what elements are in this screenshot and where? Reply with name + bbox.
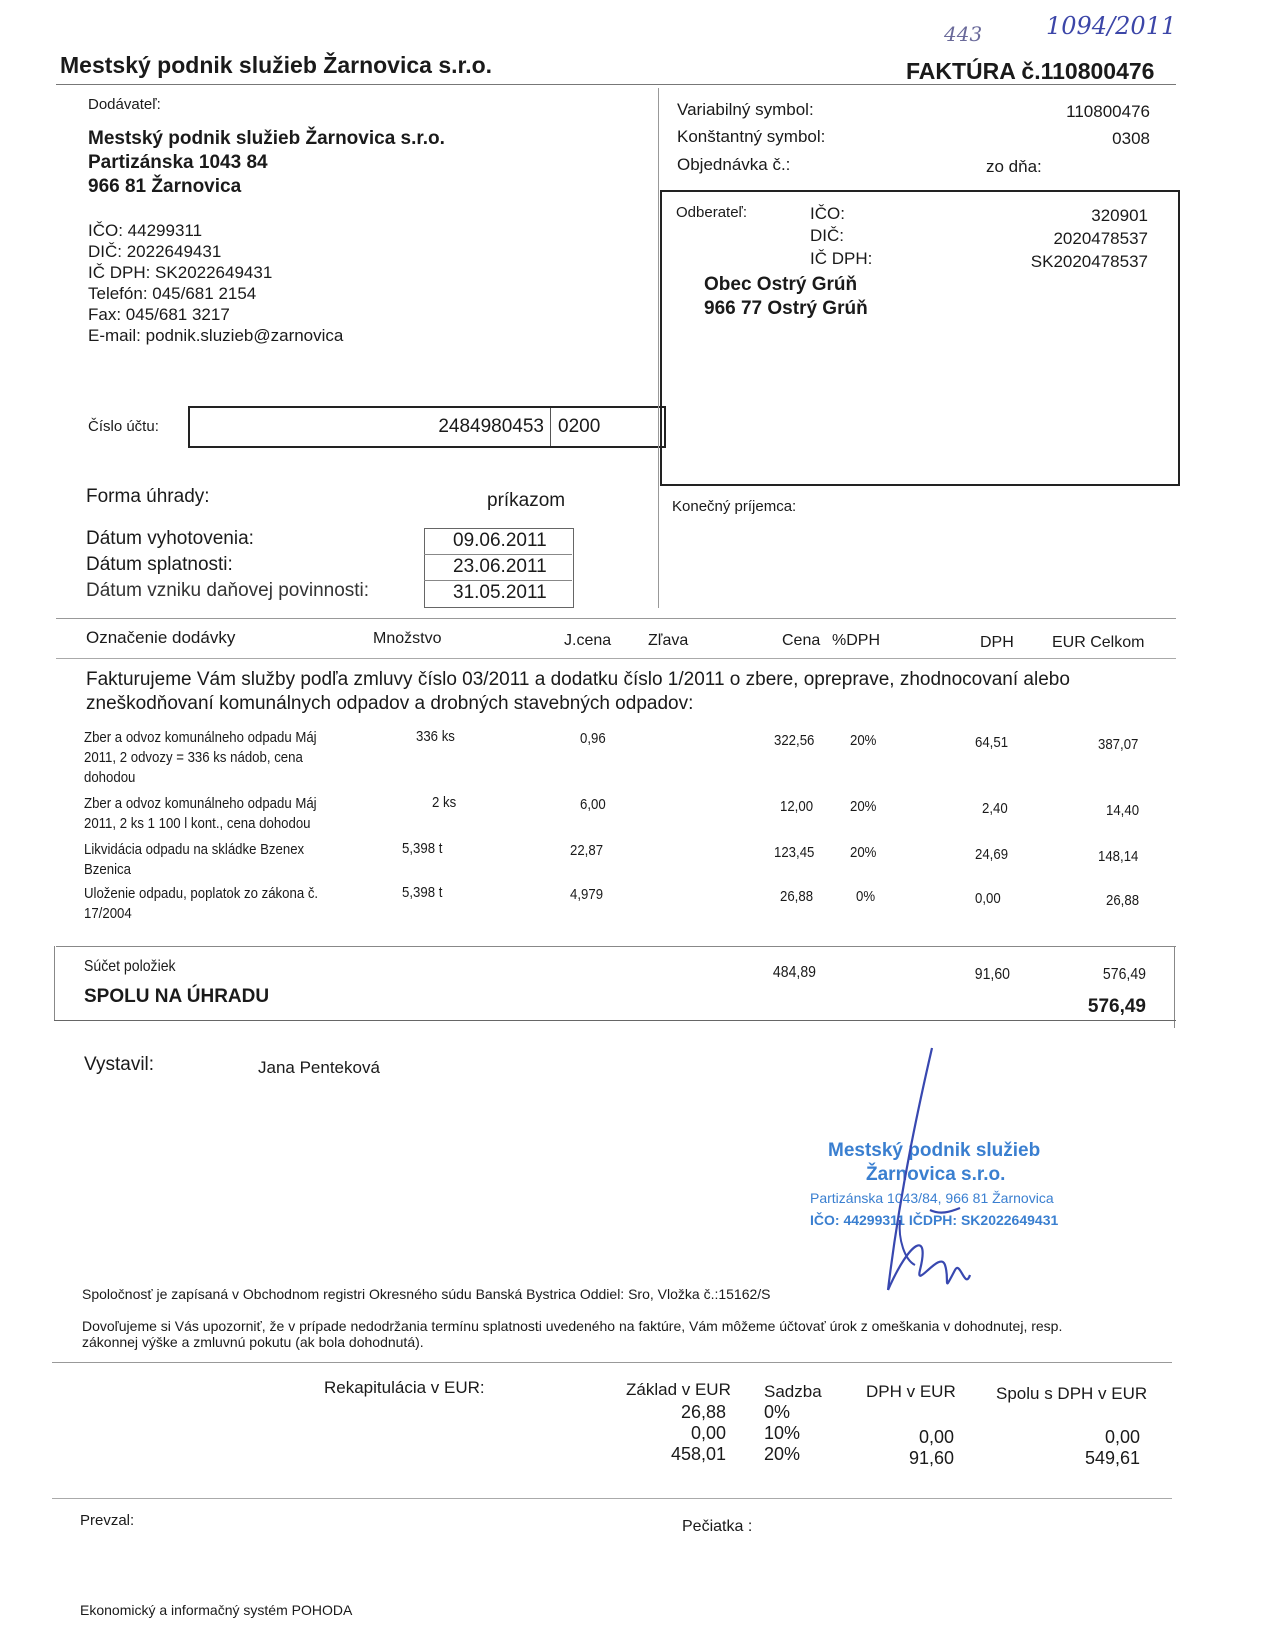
line-item-total: 14,40 [1106, 802, 1140, 819]
col-item-header: Označenie dodávky [86, 628, 236, 647]
recap-rate: 0% [764, 1402, 791, 1422]
tax-date-label: Dátum vzniku daňovej povinnosti: [86, 580, 370, 601]
issue-date-value: 09.06.2011 [453, 530, 547, 551]
issue-date-label: Dátum vyhotovenia: [86, 528, 254, 549]
supplier-fax: Fax: 045/681 3217 [88, 305, 230, 324]
line-item-description: Zber a odvoz komunálneho odpadu Máj 2011, 2 odvozy = 336 ks nádob, cena dohodou [84, 729, 317, 786]
col-qty-header: Množstvo [373, 630, 442, 647]
payment-form-label: Forma úhrady: [86, 486, 210, 507]
col-vatpct-header: %DPH [832, 632, 881, 649]
customer-dic-label: DIČ: [810, 226, 844, 245]
stamp-line-2: Žarnovica s.r.o. [866, 1164, 1006, 1185]
line-item-vat: 64,51 [975, 734, 1009, 751]
line-item-price: 26,88 [780, 888, 814, 905]
signature-image [870, 1040, 1010, 1310]
line-item-price: 322,56 [774, 732, 815, 749]
recap-total: 0,00 [1104, 1427, 1140, 1447]
line-item-total: 387,07 [1098, 736, 1139, 753]
recap-rate: 10% [764, 1423, 801, 1443]
issued-by-label: Vystavil: [84, 1054, 155, 1075]
company-title: Mestský podnik služieb Žarnovica s.r.o. [60, 52, 493, 78]
stamp-line-4: IČO: 44299311 IČDPH: SK2022649431 [810, 1212, 1059, 1228]
account-bank-code: 0200 [558, 416, 601, 437]
registry-note: Spoločnosť je zapísaná v Obchodnom registri Okresného súdu Banská Bystrica Oddiel: Sro, Vložka č.:15162/S [82, 1286, 771, 1302]
line-item-unit-price: 6,00 [580, 796, 606, 813]
variable-symbol-label: Variabilný symbol: [677, 100, 814, 119]
dates-divider-2 [424, 580, 572, 581]
supplier-email: E-mail: podnik.sluzieb@zarnovica [88, 326, 344, 345]
recap-vat: 0,00 [918, 1427, 954, 1447]
recap-total-header: Spolu s DPH v EUR [996, 1384, 1148, 1403]
issued-by-name: Jana Penteková [258, 1058, 380, 1077]
table-header-line [56, 658, 1176, 659]
account-label: Číslo účtu: [88, 418, 159, 435]
handwritten-note-number: 443 [944, 22, 983, 46]
table-top-line [56, 618, 1176, 619]
order-date-label: zo dňa: [986, 157, 1042, 176]
supplier-dic: DIČ: 2022649431 [88, 242, 222, 261]
stamp-line-1: Mestský podnik služieb [828, 1140, 1041, 1161]
customer-city: 966 77 Ostrý Grúň [704, 298, 868, 319]
tax-date-value: 31.05.2011 [453, 582, 547, 603]
col-discount-header: Zľava [648, 632, 689, 649]
line-item-description: Zber a odvoz komunálneho odpadu Máj 2011, 2 ks 1 100 l kont., cena dohodou [84, 795, 317, 832]
supplier-street: Partizánska 1043 84 [88, 152, 268, 173]
recap-label: Rekapitulácia v EUR: [324, 1378, 485, 1397]
account-number: 2484980453 [438, 416, 544, 437]
col-vat-header: DPH [980, 634, 1014, 651]
header-divider [56, 84, 1176, 85]
line-item-quantity: 5,398 t [402, 884, 443, 901]
invoice-intro-text: Fakturujeme Vám služby podľa zmluvy číslo 03/2011 a dodatku číslo 1/2011 o zbere, opreprave, zhodnocovaní alebo zneškodňovaní komunálnych odpadov a drobných stavebných odpadov: [86, 669, 1070, 714]
recap-vat: 91,60 [908, 1448, 954, 1468]
line-item-vat-percent: 20% [850, 732, 877, 749]
line-item-description: Likvidácia odpadu na skládke Bzenex Bzenica [84, 841, 305, 878]
grand-total-line [54, 1020, 1176, 1021]
customer-ico-value: 320901 [1091, 206, 1148, 225]
account-divider [550, 408, 551, 446]
customer-dic-value: 2020478537 [1053, 229, 1148, 248]
customer-icdph-value: SK2020478537 [1030, 252, 1148, 271]
subtotal-right-border [1174, 946, 1175, 1028]
supplier-name: Mestský podnik služieb Žarnovica s.r.o. [88, 128, 445, 149]
customer-label: Odberateľ: [676, 204, 748, 221]
supplier-icdph: IČ DPH: SK2022649431 [88, 263, 273, 282]
line-item-vat: 24,69 [975, 846, 1009, 863]
line-item-vat-percent: 20% [850, 844, 877, 861]
recap-top-line [52, 1362, 1172, 1363]
payment-warning-note: Dovoľujeme si Vás upozorniť, že v prípade nedodržania termínu splatnosti uvedeného na faktúre, Vám môžeme účtovať úrok z omeškania v dohodnutej, resp. zákonnej výške a zmluvnú pokutu (ak bola dohodnutá). [82, 1318, 1063, 1350]
subtotal-left-border [54, 946, 55, 1020]
due-date-label: Dátum splatnosti: [86, 554, 233, 575]
constant-symbol-value: 0308 [1112, 129, 1150, 148]
subtotal-label: Súčet položiek [84, 958, 176, 975]
col-price-header: J.cena [564, 632, 612, 649]
recap-base: 458,01 [670, 1444, 726, 1464]
supplier-label: Dodávateľ: [88, 96, 161, 113]
payment-form-value: príkazom [487, 490, 566, 511]
line-item-unit-price: 4,979 [570, 886, 604, 903]
line-item-vat: 2,40 [982, 800, 1008, 817]
invoice-title: FAKTÚRA č.110800476 [906, 58, 1155, 84]
final-recipient-label: Konečný príjemca: [672, 498, 797, 515]
customer-icdph-label: IČ DPH: [810, 249, 873, 268]
supplier-phone: Telefón: 045/681 2154 [88, 284, 257, 303]
subtotal-vat: 91,60 [974, 966, 1010, 983]
dates-divider-1 [424, 554, 572, 555]
grand-total-value: 576,49 [1087, 996, 1146, 1017]
due-date-value: 23.06.2011 [453, 556, 547, 577]
line-item-price: 12,00 [780, 798, 814, 815]
line-item-total: 148,14 [1098, 848, 1139, 865]
supplier-city: 966 81 Žarnovica [88, 176, 242, 197]
variable-symbol-value: 110800476 [1066, 102, 1150, 121]
seal-label: Pečiatka : [682, 1518, 753, 1535]
order-label: Objednávka č.: [677, 155, 791, 174]
stamp-line-3: Partizánska 1043/84, 966 81 Žarnovica [810, 1190, 1054, 1206]
received-label: Prevzal: [80, 1512, 135, 1529]
line-item-price: 123,45 [774, 844, 815, 861]
recap-rate: 20% [764, 1444, 801, 1464]
grand-total-label: SPOLU NA ÚHRADU [84, 986, 270, 1007]
software-note: Ekonomický a informačný systém POHODA [80, 1602, 353, 1618]
subtotal-total: 484,89 [772, 964, 816, 981]
supplier-ico: IČO: 44299311 [88, 221, 203, 240]
column-divider [658, 88, 659, 608]
line-item-quantity: 336 ks [416, 728, 455, 745]
handwritten-note-reference: 1094/2011 [1046, 12, 1177, 40]
subtotal-line [56, 946, 1176, 947]
line-item-quantity: 2 ks [432, 794, 457, 811]
customer-name: Obec Ostrý Grúň [704, 274, 858, 295]
line-item-vat-percent: 0% [856, 888, 876, 905]
footer-line [52, 1498, 1172, 1499]
line-item-unit-price: 22,87 [570, 842, 604, 859]
recap-base-header: Základ v EUR [626, 1380, 731, 1399]
constant-symbol-label: Konštantný symbol: [677, 127, 826, 146]
col-sum-header: EUR Celkom [1052, 634, 1145, 651]
recap-base: 0,00 [690, 1423, 726, 1443]
recap-rate-header: Sadzba [764, 1382, 822, 1401]
col-total-header: Cena [782, 632, 821, 649]
line-item-quantity: 5,398 t [402, 840, 443, 857]
line-item-vat-percent: 20% [850, 798, 877, 815]
subtotal-sum: 576,49 [1102, 966, 1146, 983]
customer-ico-label: IČO: [810, 204, 845, 223]
recap-vat-header: DPH v EUR [866, 1382, 956, 1401]
recap-base: 26,88 [680, 1402, 726, 1422]
line-item-description: Uloženie odpadu, poplatok zo zákona č. 17/2004 [84, 885, 319, 922]
line-item-total: 26,88 [1106, 892, 1140, 909]
line-item-unit-price: 0,96 [580, 730, 606, 747]
line-item-vat: 0,00 [975, 890, 1001, 907]
recap-total: 549,61 [1084, 1448, 1140, 1468]
